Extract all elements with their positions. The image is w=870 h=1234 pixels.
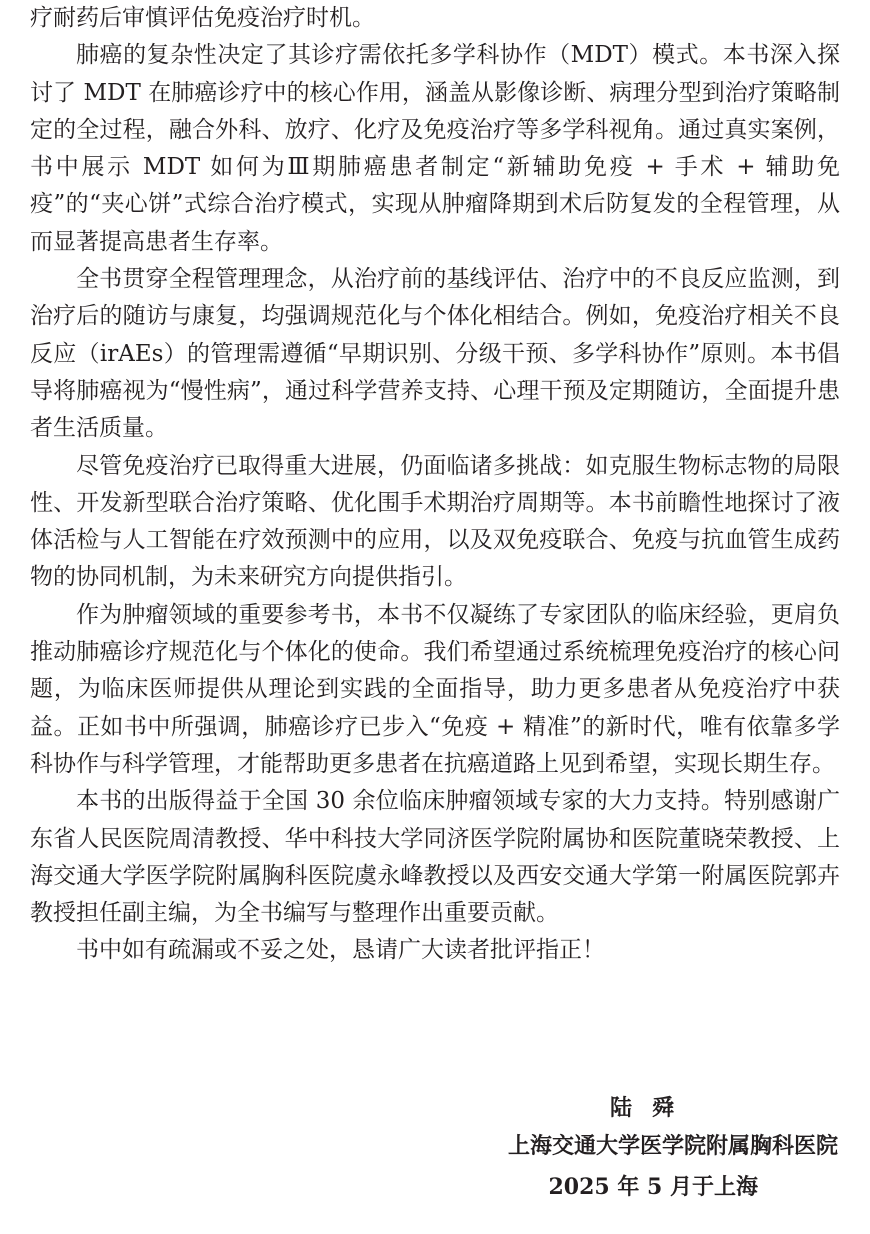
paragraph-mdt: 肺癌的复杂性决定了其诊疗需依托多学科协作（MDT）模式。本书深入探讨了 MDT 在肺癌诊疗中的核心作用，涵盖从影像诊断、病理分型到治疗策略制定的全过程，融合外科、放疗、化疗及免疫治疗等多学科视角。通过真实案例，书中展示 MDT 如何为Ⅲ期肺癌患者制定“新辅助免疫 + 手术 + 辅助免疫”的“夹心饼”式综合治疗模式，实现从肿瘤降期到术后防复发的全程管理，从而显著提高患者生存率。: [30, 42, 840, 255]
paragraph-acknowledgements: 本书的出版得益于全国 30 余位临床肿瘤领域专家的大力支持。特别感谢广东省人民医院周清教授、华中科技大学同济医学院附属协和医院董晓荣教授、上海交通大学医学院附属胸科医院虞永峰教授以及西安交通大学第一附属医院郭卉教授担任副主编，为全书编写与整理作出重要贡献。: [30, 788, 840, 927]
paragraph-closing: 书中如有疏漏或不妥之处，恳请广大读者批评指正！: [76, 937, 605, 964]
paragraph-continuation: 疗耐药后审慎评估免疫治疗时机。: [30, 5, 375, 31]
signature-name: 陆舜: [609, 1096, 694, 1121]
paragraph-reference-book: 作为肿瘤领域的重要参考书，本书不仅凝练了专家团队的临床经验，更肩负推动肺癌诊疗规范化与个体化的使命。我们希望通过系统梳理免疫治疗的核心问题，为临床医师提供从理论到实践的全面指导，助力更多患者从免疫治疗中获益。正如书中所强调，肺癌诊疗已步入“免疫 + 精准”的新时代，唯有依靠多学科协作与科学管理，才能帮助更多患者在抗癌道路上见到希望，实现长期生存。: [30, 601, 840, 777]
paragraph-full-management: 全书贯穿全程管理理念，从治疗前的基线评估、治疗中的不良反应监测，到治疗后的随访与康复，均强调规范化与个体化相结合。例如，免疫治疗相关不良反应（irAEs）的管理需遵循“早期识别、分级干预、多学科协作”原则。本书倡导将肺癌视为“慢性病”，通过科学营养支持、心理干预及定期随访，全面提升患者生活质量。: [30, 266, 840, 442]
signature-affiliation: 上海交通大学医学院附属胸科医院: [507, 1134, 838, 1159]
paragraph-challenges: 尽管免疫治疗已取得重大进展，仍面临诸多挑战：如克服生物标志物的局限性、开发新型联合治疗策略、优化围手术期治疗周期等。本书前瞻性地探讨了液体活检与人工智能在疗效预测中的应用，以及双免疫联合、免疫与抗血管生成药物的协同机制，为未来研究方向提供指引。: [30, 452, 840, 591]
preface-body: [30, 0, 840, 970]
signature-date-place: 2025 年 5 月于上海: [548, 1174, 758, 1200]
